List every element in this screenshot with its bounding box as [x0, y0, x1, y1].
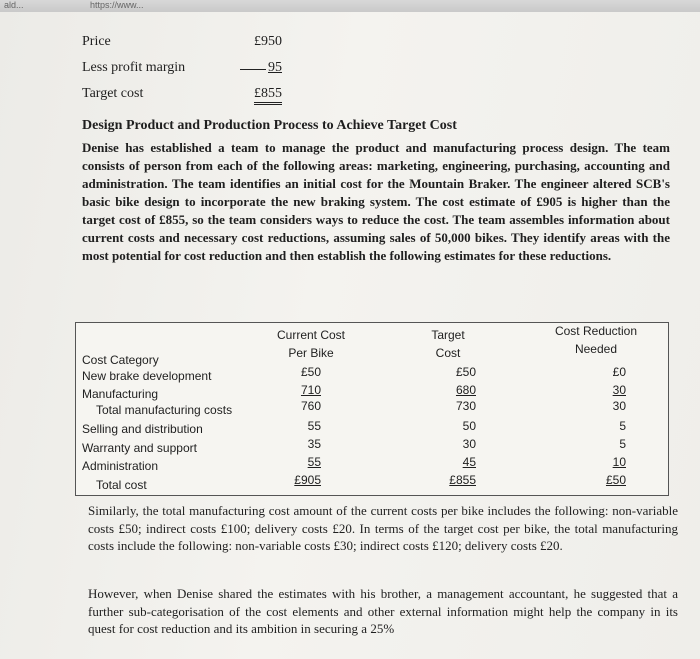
- row-cost-reduction: 5: [619, 419, 626, 433]
- header-target-cost-line1: Target: [431, 328, 465, 342]
- browser-bar: [0, 0, 700, 12]
- row-category: Selling and distribution: [82, 422, 203, 436]
- profit-margin-label: Less profit margin: [82, 60, 186, 75]
- intro-paragraph: Denise has established a team to manage the product and manufacturing process design. The team consists of person from each of the following areas: marketing, engineering, purchasing, accounting and administration. The team identifies an initial cost for the Mountain Braker. The engineer altered SCB's basic bike design to incorporate the new braking system. The cost estimate of £905 is higher than the target cost of £855, so the team considers ways to reduce the cost. The team assembles information about current costs and necessary cost reductions, assuming sales of 50,000 bikes. They identify areas with the most potential for cost reduction and then establish the following estimates for these reductions.: [82, 140, 670, 263]
- cost-reduction-table: [75, 322, 669, 496]
- row-category: Total manufacturing costs: [96, 403, 233, 417]
- row-target-cost: 680: [455, 383, 476, 397]
- header-current-cost-line1: Current Cost: [276, 328, 346, 342]
- row-current-cost: 35: [307, 437, 321, 451]
- row-target-cost: 730: [455, 399, 476, 413]
- row-target-cost: £855: [449, 473, 476, 487]
- price-label: Price: [82, 34, 111, 49]
- row-current-cost: 760: [300, 399, 321, 413]
- row-target-cost: 50: [462, 419, 476, 433]
- row-target-cost: 45: [462, 455, 476, 469]
- address-bar[interactable]: https://www...: [90, 0, 144, 10]
- header-cost-reduction-line2: Needed: [574, 342, 618, 356]
- row-category: Warranty and support: [82, 441, 197, 455]
- header-cost-reduction-line1: Cost Reduction: [554, 324, 638, 338]
- header-target-cost-line2: Cost: [435, 346, 461, 360]
- row-cost-reduction: £0: [612, 365, 626, 379]
- row-target-cost: 30: [462, 437, 476, 451]
- target-cost-value: £855: [254, 86, 282, 105]
- row-cost-reduction: 30: [612, 399, 626, 413]
- accountant-suggestion-paragraph: However, when Denise shared the estimates with his brother, a management accountant, he suggested that a further sub-categorisation of the cost elements and other external information might help the company in its quest for cost reduction and its ambition in securing a 25%: [88, 586, 678, 636]
- underline-mark: [240, 69, 266, 70]
- browser-tab[interactable]: ald...: [4, 0, 24, 10]
- profit-margin-value: 95: [268, 60, 282, 75]
- target-cost-summary: [82, 34, 282, 112]
- row-category: New brake development: [82, 369, 212, 383]
- row-category: Administration: [82, 459, 159, 473]
- row-target-cost: £50: [455, 365, 476, 379]
- profit-margin-row: [82, 60, 282, 86]
- price-value: £950: [254, 34, 282, 49]
- target-cost-row: [82, 86, 282, 112]
- row-cost-reduction: £50: [605, 473, 626, 487]
- header-current-cost-line2: Per Bike: [288, 346, 334, 360]
- row-cost-reduction: 10: [612, 455, 626, 469]
- row-current-cost: 55: [307, 419, 321, 433]
- row-category: Manufacturing: [82, 387, 159, 401]
- row-current-cost: 710: [300, 383, 321, 397]
- row-current-cost: £50: [300, 365, 321, 379]
- manufacturing-cost-paragraph: Similarly, the total manufacturing cost amount of the current costs per bike includes the following: non-variable costs £50; indirect costs £100; delivery costs £20. In terms of the target cost per bike, the total manufacturing costs include the following: non-variable costs £30; indirect costs £120; delivery costs £20.: [88, 503, 678, 553]
- section-heading: Design Product and Production Process to Achieve Target Cost: [82, 118, 457, 133]
- row-cost-reduction: 5: [619, 437, 626, 451]
- row-category: Total cost: [96, 478, 147, 492]
- row-current-cost: £905: [294, 473, 321, 487]
- row-cost-reduction: 30: [612, 383, 626, 397]
- price-row: [82, 34, 282, 60]
- target-cost-label: Target cost: [82, 86, 144, 101]
- row-current-cost: 55: [307, 455, 321, 469]
- header-cost-category: Cost Category: [82, 353, 159, 367]
- document-page: [0, 12, 700, 659]
